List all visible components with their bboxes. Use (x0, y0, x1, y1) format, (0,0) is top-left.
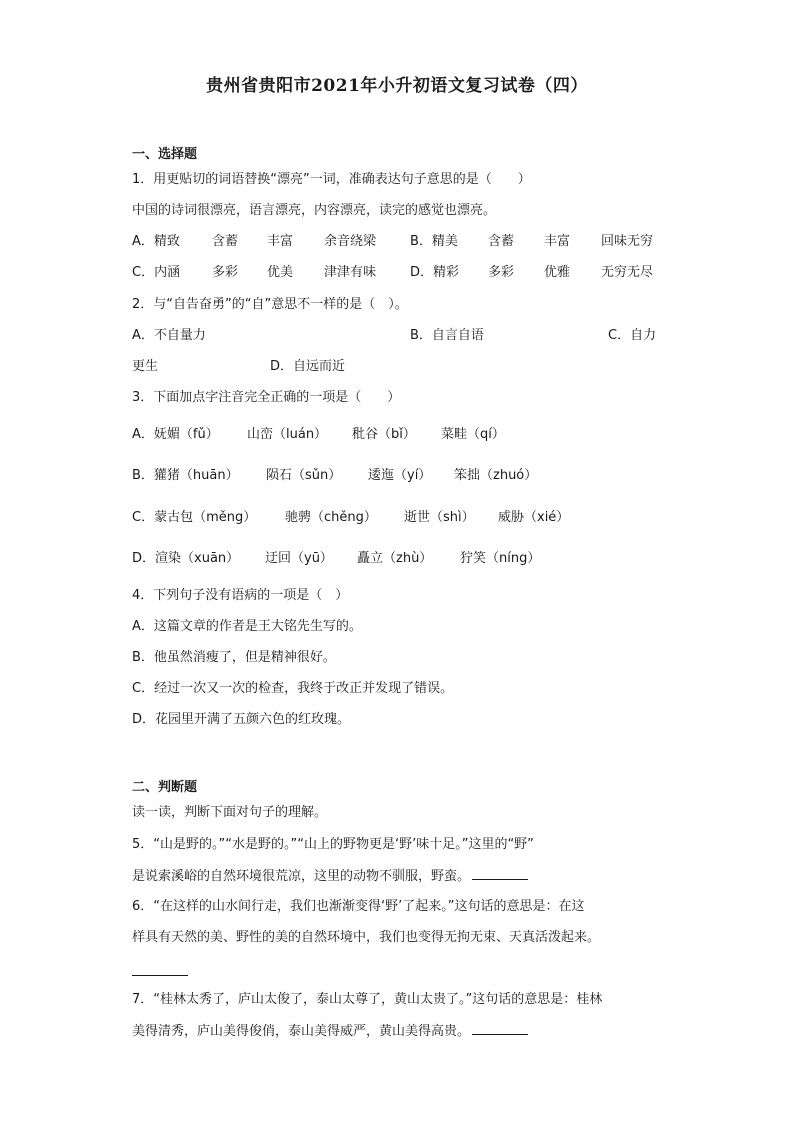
option-text: D．渲染（xuān） (132, 551, 240, 566)
question-2-option-b: B．自言自语 (410, 328, 484, 343)
question-4-option-b: B．他虽然消瘦了，但是精神很好。 (132, 650, 336, 665)
option-text: C．内涵 (132, 265, 181, 280)
question-1-stem: 1．用更贴切的词语替换“漂亮”一词，准确表达句子意思的是（ ） (132, 172, 531, 187)
question-7-line-1: 7．“桂林太秀了，庐山太俊了，泰山太尊了，黄山太贵了。”这句话的意思是：桂林 (132, 992, 603, 1007)
question-3-stem: 3．下面加点字注音完全正确的一项是（ ） (132, 390, 401, 405)
option-text: 丰富 (267, 234, 294, 249)
option-text: 余音绕梁 (324, 234, 377, 249)
option-text: 津津有味 (324, 265, 377, 280)
question-2-stem: 2．与“自告奋勇”的“自”意思不一样的是（ ）。 (132, 297, 408, 312)
option-text: B．精美 (410, 234, 458, 249)
question-4-option-c: C．经过一次又一次的检查，我终于改正并发现了错误。 (132, 681, 454, 696)
option-text: 含蓄 (212, 234, 239, 249)
question-7-line-2 (132, 1022, 528, 1041)
question-5-text: 是说索溪峪的自然环境很荒凉，这里的动物不驯服，野蛮。 (132, 869, 471, 884)
option-text: D．精彩 (410, 265, 460, 280)
option-text: 威胁（xié） (498, 510, 570, 525)
question-2-option-a: A．不自量力 (132, 328, 206, 343)
option-text: 多彩 (212, 265, 239, 280)
option-text: B．獾猪（huān） (132, 468, 239, 483)
option-text: 优雅 (544, 265, 571, 280)
option-text: 丰富 (544, 234, 571, 249)
option-text: 狞笑（níng） (460, 551, 541, 566)
answer-blank[interactable] (472, 1022, 528, 1035)
option-text: 逝世（shì） (404, 510, 475, 525)
option-text: 回味无穷 (601, 234, 654, 249)
option-text: 无穷无尽 (601, 265, 654, 280)
option-text: 矗立（zhù） (357, 551, 433, 566)
section-2-intro: 读一读，判断下面对句子的理解。 (132, 805, 328, 820)
option-text: 多彩 (488, 265, 515, 280)
question-6-line-1: 6．“在这样的山水间行走，我们也渐渐变得‘野’了起来。”这句话的意思是：在这 (132, 899, 585, 914)
option-text: A．精致 (132, 234, 180, 249)
option-text: 山峦（luán） (247, 427, 328, 442)
question-7-text: 美得清秀，庐山美得俊俏，泰山美得威严，黄山美得高贵。 (132, 1024, 471, 1039)
question-2-option-c-continued: 更生 (132, 359, 159, 374)
question-4-option-d: D．花园里开满了五颜六色的红玫瑰。 (132, 712, 351, 727)
question-4-stem: 4．下列句子没有语病的一项是（ ） (132, 588, 349, 603)
option-text: 迂回（yū） (265, 551, 333, 566)
question-2-option-d: D．自远而近 (270, 359, 346, 374)
option-text: 优美 (267, 265, 294, 280)
answer-blank[interactable] (472, 867, 528, 880)
option-text: C．蒙古包（měng） (132, 510, 257, 525)
answer-blank[interactable] (132, 961, 188, 976)
question-1-sentence: 中国的诗词很漂亮，语言漂亮，内容漂亮，读完的感觉也漂亮。 (132, 203, 497, 218)
question-5-line-2 (132, 867, 528, 886)
question-4-option-a: A．这篇文章的作者是王大铭先生写的。 (132, 619, 362, 634)
option-text: 秕谷（bǐ） (352, 427, 416, 442)
option-text: 菜畦（qí） (441, 427, 505, 442)
question-5-line-1: 5．“山是野的。”“水是野的。”“山上的野物更是‘野’味十足。”这里的“野” (132, 837, 534, 852)
question-2-option-c: C．自力 (608, 328, 657, 343)
section-heading-choice: 一、选择题 (132, 147, 198, 162)
page-title: 贵州省贵阳市2021年小升初语文复习试卷（四） (206, 76, 588, 96)
section-heading-judgement: 二、判断题 (132, 780, 198, 795)
option-text: 驰骋（chěng） (285, 510, 377, 525)
option-text: 逶迤（yí） (368, 468, 432, 483)
option-text: A．妩媚（fǔ） (132, 427, 219, 442)
option-text: 陨石（sǔn） (266, 468, 342, 483)
question-6-line-2: 样具有天然的美、野性的美的自然环境中，我们也变得无拘无束、天真活泼起来。 (132, 930, 601, 945)
option-text: 含蓄 (488, 234, 515, 249)
option-text: 笨拙（zhuó） (454, 468, 538, 483)
